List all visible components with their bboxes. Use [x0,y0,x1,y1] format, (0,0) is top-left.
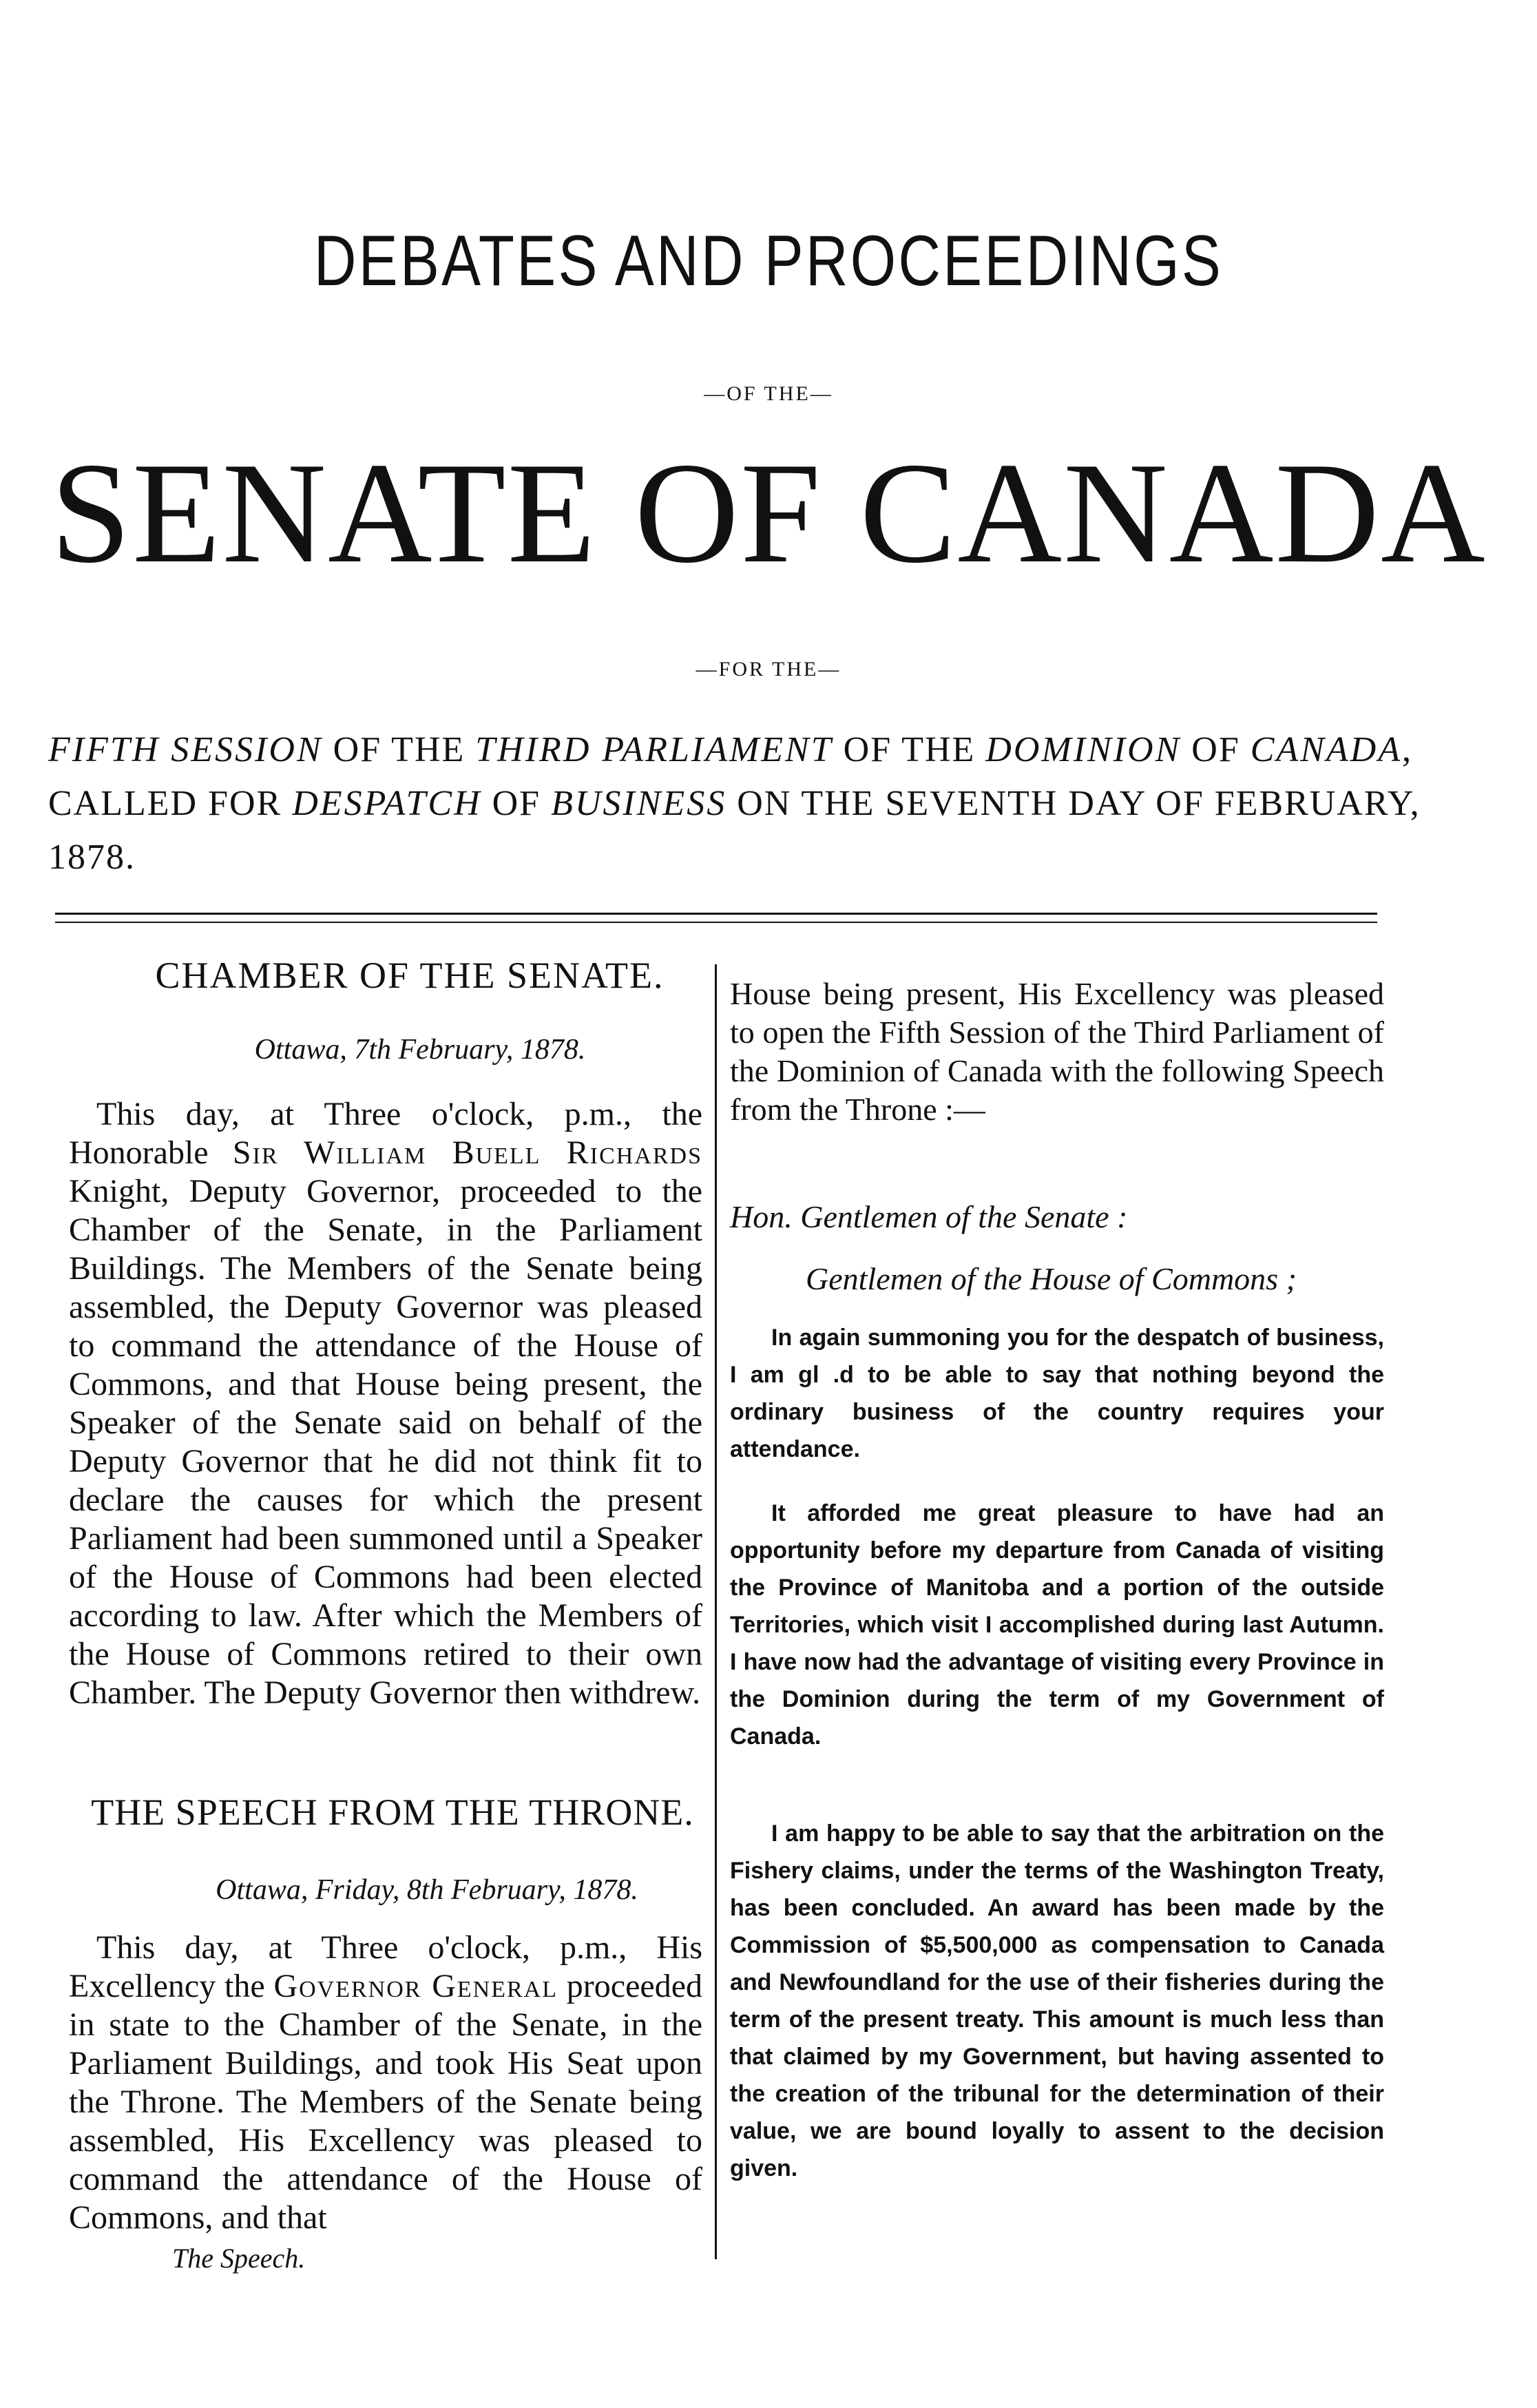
chamber-paragraph [69,1095,702,1712]
hon-gentlemen-salutation: Hon. Gentlemen of the Senate : [730,1199,1128,1234]
chamber-para-start: This day, at Three o'clock, p.m., the Honorable [69,1096,702,1171]
chamber-heading: CHAMBER OF THE SENATE. [155,955,665,996]
despatch: DESPATCH [292,784,482,823]
of-the-1: OF THE [322,730,476,769]
speech-paragraph-3: I am happy to be able to say that the arbitration on the Fishery claims, under the terms of the Washington Treaty, has been concluded. An award has been made by the Commission of $5,500,000 as compensation to Canada and Newfoundland for the use of their fisheries during the term of the present treaty. This amount is much less than that claimed by my Government, but having assented to the creation of the tribunal for the determination of their value, we are bound loyally to assent to the decision given. [730,1820,1384,2181]
business: BUSINESS [551,784,727,823]
senate-title: SENATE OF CANADA [50,433,1487,593]
chamber-para-end: Knight, Deputy Governor, proceeded to the Chamber of the Senate, in the Parliament Buildings. The Members of the Senate being assembled, the Deputy Governor was pleased to command the attendance of the House of Commons, and that House being present, the Speaker of the Senate said on behalf of the Deputy Governor that he did not think fit to declare the causes for which the present Parliament had been summoned until a Speaker of the House of Commons had been elected according to law. After which the Members of the House of Commons retired to their own Chamber. The Deputy Governor then withdrew. [69,1173,702,1711]
governor-general-title: Governor General [273,1968,558,2004]
of-the-separator: —OF THE— [704,382,833,405]
for-the-separator: —FOR THE— [696,658,841,681]
speech-paragraph-2: It afforded me great pleasure to have had an opportunity before my departure from Canada of visiting the Province of Manitoba and a portion of the outside Territories, which visit I accomplished during last Autumn. I have now had the advantage of visiting every Province in the Dominion during the term of my Government of Canada. [730,1500,1384,1750]
called-for: , CALLED FOR [48,730,1412,823]
double-rule-top [55,913,1377,915]
speech-date: Ottawa, Friday, 8th February, 1878. [216,1874,638,1906]
of-2: OF [481,784,552,823]
speech-heading: THE SPEECH FROM THE THRONE. [91,1792,694,1833]
double-rule-bottom [55,922,1377,923]
right-intro-paragraph: House being present, His Excellency was pleased to open the Fifth Session of the Third Parliament of the Dominion of Canada with the following Speech from the Throne :— [730,976,1384,1127]
speech-para-end: proceeded in state to the Chamber of the Senate, in the Parliament Buildings, and took His Seat upon the Throne. The Members of the Senate being assembled, His Excellency was pleased to command the attendance of the House of Commons, and that [69,1968,702,2236]
dominion: DOMINION [985,730,1182,769]
of-the-2: OF THE [833,730,986,769]
session-description [48,723,1425,884]
fifth-session: FIFTH SESSION [48,730,323,769]
chamber-date: Ottawa, 7th February, 1878. [254,1034,586,1066]
deputy-governor-name: Sir William Buell Richards [232,1134,702,1171]
speech-paragraph-1: In again summoning you for the despatch of business, I am gl .d to be able to say that nothing beyond the ordinary business of the country requires your attendance. [730,1325,1384,1462]
third-parliament: THIRD PARLIAMENT [475,730,833,769]
of-1: OF [1181,730,1251,769]
gentlemen-commons-salutation: Gentlemen of the House of Commons ; [806,1261,1297,1296]
speech-para-start: This day, at Three o'clock, p.m., His Excellency the [69,1929,702,2004]
speech-paragraph [69,1929,702,2237]
seventh-day: ON THE SEVENTH DAY OF FEBRUARY, 1878. [48,784,1421,877]
speech-caption: The Speech. [172,2243,306,2274]
column-divider [715,964,717,2259]
canada: CANADA [1250,730,1402,769]
main-title: DEBATES AND PROCEEDINGS [313,221,1224,301]
